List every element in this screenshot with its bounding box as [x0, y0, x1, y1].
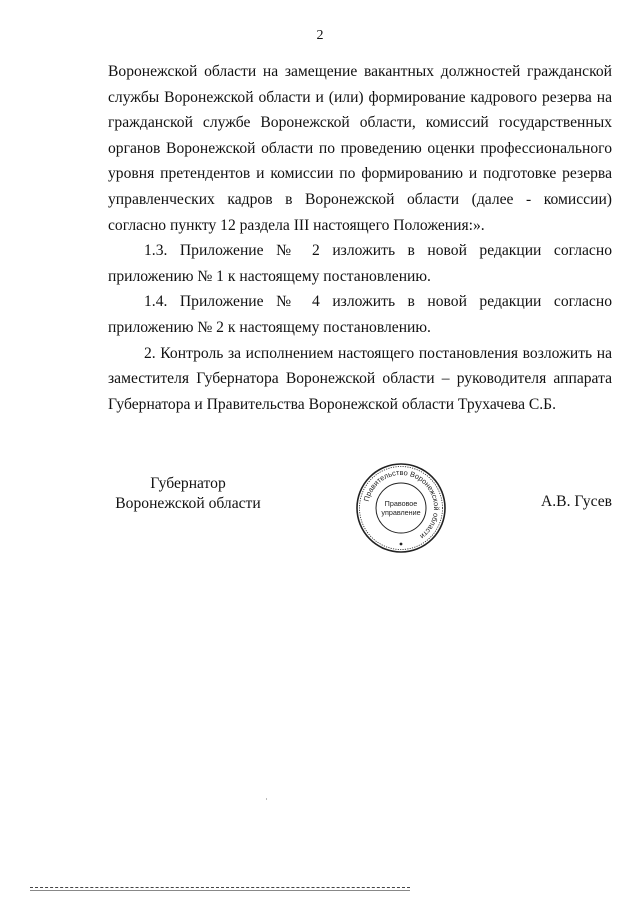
footer-divider-underline: [30, 890, 410, 891]
signatory-title-line2: Воронежской области: [115, 495, 261, 512]
paragraph-1-3: 1.3. Приложение № 2 изложить в новой редакции согласно приложению № 1 к настоящему постановлению.: [108, 242, 612, 285]
seal-center-line1: Правовое: [384, 499, 418, 508]
official-seal: [355, 462, 447, 554]
paragraph-2: 2. Контроль за исполнением настоящего постановления возложить на заместителя Губернатора Воронежской области – руководителя аппарата Губернатора и Правительства Воронежской области Трухачева С.Б.: [108, 344, 612, 413]
scan-speck: [266, 798, 267, 800]
document-body: [108, 59, 612, 417]
signatory-name: А.В. Гусев: [541, 493, 612, 510]
signatory-title: [108, 474, 268, 514]
paragraph-1-4: 1.4. Приложение № 4 изложить в новой редакции согласно приложению № 2 к настоящему постановлению.: [108, 293, 612, 336]
paragraph-continuation: Воронежской области на замещение вакантных должностей гражданской службы Воронежской области и (или) формирование кадрового резерва на гражданской службе Воронежской области, комиссий государственных органов Воронежской области по проведению оценки профессионального уровня претендентов и комиссии по формированию и подготовке резерва управленческих кадров в Воронежской области (далее - комиссии) согласно пункту 12 раздела III настоящего Положения:».: [108, 63, 612, 234]
seal-star-icon: [400, 543, 403, 546]
seal-center-line2: управление: [381, 508, 421, 517]
seal-ring-text: Правительство Воронежской области: [361, 467, 442, 542]
footer-divider: [30, 887, 410, 888]
page-number: 2: [316, 28, 324, 43]
signatory-title-line1: Губернатор: [150, 475, 226, 492]
